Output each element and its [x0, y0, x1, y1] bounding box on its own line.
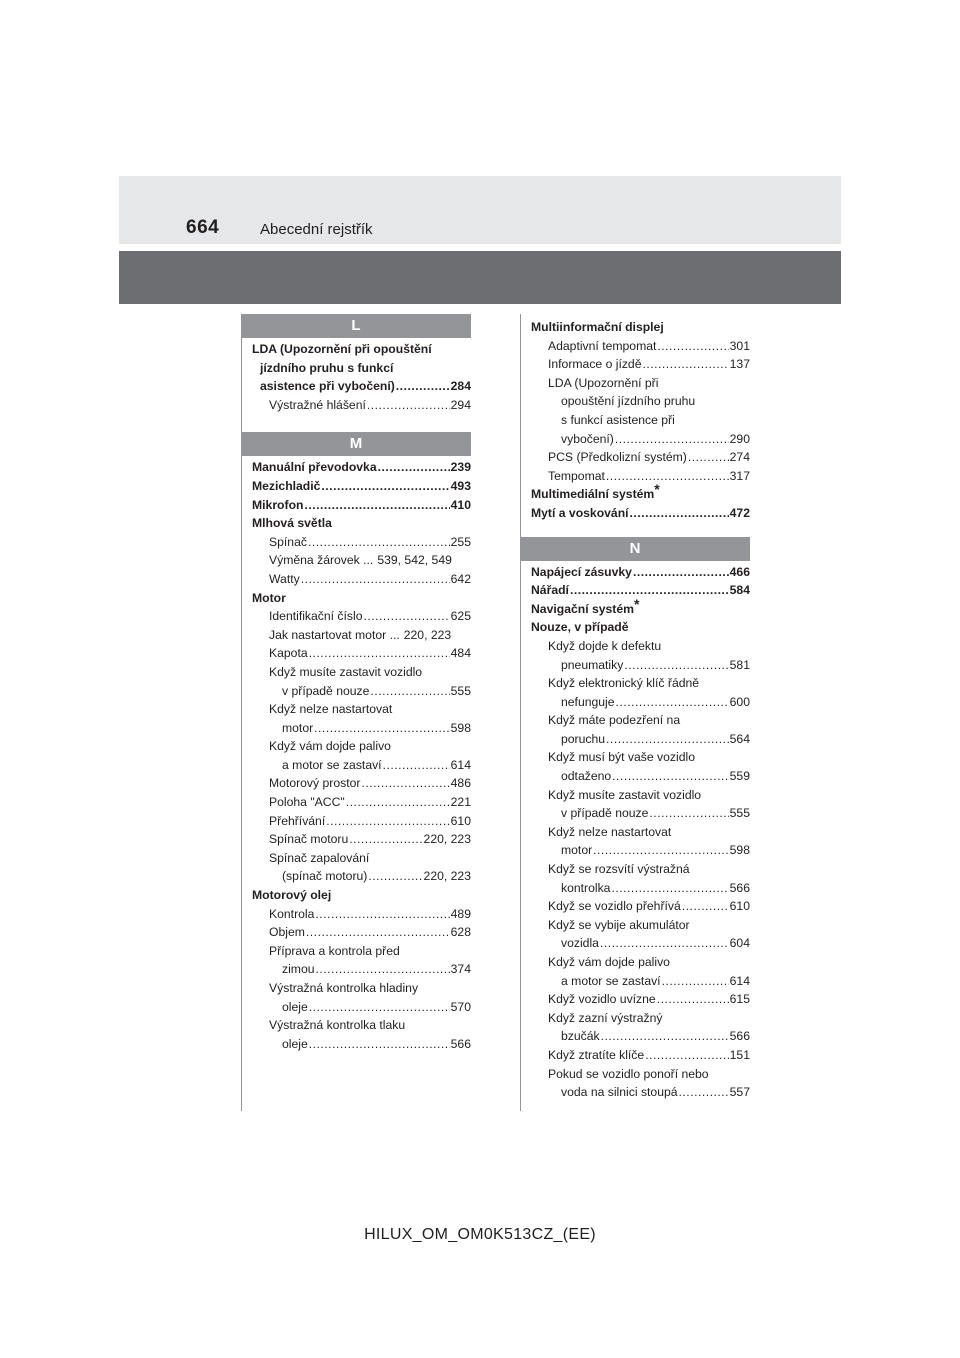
- page-ref: 600: [729, 694, 750, 709]
- page-ref: 294: [450, 397, 471, 412]
- page-ref: 220, 223: [423, 869, 471, 884]
- dot-leader: [309, 644, 450, 663]
- index-heading: [252, 663, 471, 682]
- dot-leader: [601, 1027, 729, 1046]
- index-entry: [531, 1027, 750, 1046]
- page-ref: 539, 542, 549: [377, 553, 452, 568]
- index-entry: [252, 377, 471, 396]
- index-entry: [531, 581, 750, 600]
- index-heading: [531, 711, 750, 730]
- page-ref: 566: [729, 1029, 750, 1044]
- index-term: Mytí a voskování: [531, 505, 629, 520]
- index-term: Výstražné hlášení: [269, 397, 366, 412]
- index-term: Když nelze nastartovat: [269, 702, 393, 717]
- index-heading: [531, 748, 750, 767]
- index-term: motor: [282, 720, 314, 735]
- page-ref: 317: [729, 468, 750, 483]
- index-heading: [252, 942, 471, 961]
- page-ref: 137: [729, 357, 750, 372]
- index-term: Když dojde k defektu: [548, 638, 662, 653]
- page-ref: 274: [729, 450, 750, 465]
- index-term: Když nelze nastartovat: [548, 824, 672, 839]
- dot-leader: [346, 793, 450, 812]
- index-term: Když zazní výstražný: [548, 1010, 663, 1025]
- dot-leader: [688, 448, 729, 467]
- index-term: LDA (Upozornění při: [548, 375, 659, 390]
- index-heading: [531, 860, 750, 879]
- index-term: Identifikační číslo: [269, 609, 363, 624]
- index-term: Kontrola: [269, 906, 315, 921]
- dot-leader: [612, 767, 729, 786]
- letter-heading: M: [241, 432, 471, 456]
- dot-leader: [368, 867, 422, 886]
- index-entry: [252, 793, 471, 812]
- index-entry: [531, 730, 750, 749]
- dot-leader: [645, 1046, 728, 1065]
- index-entry: [531, 504, 750, 523]
- dot-leader: [657, 337, 728, 356]
- index-entry: [531, 767, 750, 786]
- index-entry: [531, 693, 750, 712]
- index-term: Mlhová světla: [252, 516, 332, 531]
- section-title: Abecední rejstřík: [260, 221, 373, 238]
- page-ref: 239: [450, 460, 471, 475]
- page-ref: 484: [450, 646, 471, 661]
- dot-leader: [616, 693, 729, 712]
- page-ref: 559: [729, 769, 750, 784]
- index-entry: [252, 477, 471, 496]
- index-term: Výměna žárovek ...: [269, 553, 374, 568]
- index-entry: [252, 626, 471, 645]
- index-term: Přehřívání: [269, 813, 326, 828]
- index-heading: [252, 849, 471, 868]
- page-ref: 486: [450, 776, 471, 791]
- dot-leader: [321, 477, 449, 496]
- index-term: Multimediální systém: [531, 487, 655, 502]
- index-heading: [531, 318, 750, 337]
- index-entry: [252, 533, 471, 552]
- dot-leader: [309, 998, 450, 1017]
- dot-leader: [600, 934, 729, 953]
- index-term: a motor se zastaví: [282, 757, 382, 772]
- index-entry: [531, 804, 750, 823]
- dot-leader: [662, 972, 729, 991]
- index-entry: [531, 934, 750, 953]
- index-term: Pokud se vozidlo ponoří nebo: [548, 1066, 709, 1081]
- index-term: a motor se zastaví: [561, 973, 661, 988]
- index-term: Mikrofon: [252, 497, 304, 512]
- left-column: [241, 314, 471, 1062]
- page-ref: 220, 223: [403, 627, 452, 642]
- page-ref: 221: [450, 795, 471, 810]
- index-heading: [252, 737, 471, 756]
- document-code: HILUX_OM_OM0K513CZ_(EE): [364, 1226, 596, 1243]
- page-ref: 610: [450, 813, 471, 828]
- index-term: jízdního pruhu s funkcí: [260, 360, 394, 375]
- dot-leader: [363, 607, 449, 626]
- index-entry: [252, 756, 471, 775]
- dot-leader: [316, 960, 450, 979]
- dot-leader: [682, 897, 729, 916]
- page-ref: 614: [450, 757, 471, 772]
- index-entry: [252, 923, 471, 942]
- page-ref: 598: [729, 843, 750, 858]
- index-entry: [252, 998, 471, 1017]
- index-heading: [252, 979, 471, 998]
- index-entry: [531, 337, 750, 356]
- dot-leader: [657, 990, 729, 1009]
- page-ref: 610: [729, 899, 750, 914]
- index-term: v případě nouze: [282, 683, 370, 698]
- index-term: Když vám dojde palivo: [269, 739, 391, 754]
- index-term: Když ztratíte klíče: [548, 1047, 645, 1062]
- index-entry: [531, 1083, 750, 1102]
- index-term: voda na silnici stoupá: [561, 1085, 678, 1100]
- index-term: Motorový olej: [252, 888, 332, 903]
- index-entry: [531, 879, 750, 898]
- index-entry: [252, 1035, 471, 1054]
- index-heading: [531, 618, 750, 637]
- index-heading: [531, 481, 750, 504]
- dot-leader: [308, 533, 450, 552]
- index-term: oleje: [282, 999, 308, 1014]
- index-entry: [531, 990, 750, 1009]
- index-entry: [252, 551, 471, 570]
- page-ref: 255: [450, 534, 471, 549]
- index-heading: [252, 589, 471, 608]
- index-heading: [252, 886, 471, 905]
- index-term: (spínač motoru): [282, 869, 368, 884]
- index-heading: [531, 1009, 750, 1028]
- dot-leader: [649, 804, 728, 823]
- page-ref: 290: [729, 431, 750, 446]
- page-number: 664: [186, 217, 220, 238]
- page-ref: 598: [450, 720, 471, 735]
- index-term: Když máte podezření na: [548, 713, 681, 728]
- index-term: Navigační systém: [531, 601, 634, 616]
- page-ref: 557: [729, 1085, 750, 1100]
- index-term: oleje: [282, 1036, 308, 1051]
- footnote-star: *: [633, 595, 640, 612]
- dot-leader: [630, 504, 729, 523]
- dot-leader: [370, 682, 449, 701]
- index-entry: [252, 905, 471, 924]
- index-entries: [520, 318, 750, 523]
- page-ref: 564: [729, 731, 750, 746]
- index-term: zimou: [282, 962, 315, 977]
- index-entries: [241, 458, 471, 1053]
- index-term: Výstražná kontrolka tlaku: [269, 1018, 406, 1033]
- index-term: Když vám dojde palivo: [548, 955, 670, 969]
- dot-leader: [301, 570, 450, 589]
- dot-leader: [315, 905, 449, 924]
- index-term: Spínač: [269, 534, 307, 549]
- index-heading: [252, 514, 471, 533]
- index-term: Když musíte zastavit vozidlo: [269, 664, 423, 679]
- index-term: vozidla: [561, 936, 599, 951]
- footnote-star: *: [654, 481, 660, 498]
- dot-leader: [349, 830, 422, 849]
- index-term: Mezichladič: [252, 478, 321, 493]
- index-heading: [531, 411, 750, 430]
- index-heading: [531, 953, 750, 972]
- index-entry: [531, 841, 750, 860]
- dot-leader: [606, 467, 729, 486]
- header-dark-band: [119, 251, 841, 304]
- index-term: Motor: [252, 590, 286, 605]
- page-ref: 472: [729, 505, 750, 520]
- index-heading: [531, 595, 750, 619]
- index-entry: [252, 960, 471, 979]
- index-term: Informace o jízdě: [548, 357, 642, 372]
- dot-leader: [361, 774, 449, 793]
- page-ref: 625: [450, 609, 471, 624]
- index-term: Když musí být vaše vozidlo: [548, 750, 695, 765]
- index-heading: [252, 340, 471, 359]
- page-ref: 374: [450, 962, 471, 977]
- page-ref: 151: [729, 1047, 750, 1062]
- dot-leader: [679, 1083, 729, 1102]
- header-band: [119, 176, 841, 244]
- index-entry: [531, 972, 750, 991]
- page-ref: 493: [450, 478, 471, 493]
- index-heading: [531, 823, 750, 842]
- index-term: v případě nouze: [561, 806, 649, 821]
- index-term: Poloha "ACC": [269, 795, 345, 810]
- page-ref: 614: [729, 973, 750, 988]
- dot-leader: [570, 581, 729, 600]
- dot-leader: [624, 656, 728, 675]
- index-term: Jak nastartovat motor ...: [269, 627, 400, 642]
- index-term: nefunguje: [561, 694, 615, 709]
- index-heading: [531, 1065, 750, 1084]
- index-term: vybočení): [561, 431, 614, 446]
- index-term: pneumatiky: [561, 657, 624, 672]
- index-entry: [252, 396, 471, 415]
- dot-leader: [326, 812, 449, 831]
- index-entry: [531, 467, 750, 486]
- index-term: Když musíte zastavit vozidlo: [548, 787, 702, 802]
- index-entry: [252, 607, 471, 626]
- index-term: motor: [561, 843, 593, 858]
- dot-leader: [396, 377, 450, 396]
- dot-leader: [593, 841, 729, 860]
- letter-heading: L: [241, 314, 471, 338]
- index-term: LDA (Upozornění při opouštění: [252, 342, 432, 356]
- index-heading: [531, 392, 750, 411]
- index-term: Tempomat: [548, 468, 605, 483]
- index-heading: [531, 374, 750, 393]
- index-term: opouštění jízdního pruhu: [561, 394, 696, 409]
- index-entries: [520, 563, 750, 1102]
- letter-heading: N: [520, 537, 750, 561]
- index-entry: [252, 644, 471, 663]
- index-term: Příprava a kontrola před: [269, 943, 400, 958]
- index-term: Adaptivní tempomat: [548, 338, 657, 353]
- dot-leader: [309, 1035, 450, 1054]
- index-term: Manuální převodovka: [252, 460, 377, 475]
- page-ref: 220, 223: [423, 832, 471, 847]
- dot-leader: [304, 496, 449, 515]
- index-term: s funkcí asistence při: [561, 412, 675, 427]
- dot-leader: [378, 458, 450, 477]
- index-term: Když elektronický klíč řádně: [548, 676, 700, 691]
- index-heading: [531, 637, 750, 656]
- index-heading: [252, 359, 471, 378]
- page-ref: 566: [450, 1036, 471, 1051]
- page-ref: 555: [729, 806, 750, 821]
- page-ref: 566: [729, 880, 750, 895]
- index-entry: [252, 867, 471, 886]
- index-term: Když vozidlo uvízne: [548, 992, 656, 1007]
- dot-leader: [383, 756, 450, 775]
- index-heading: [531, 916, 750, 935]
- page-ref: 604: [729, 936, 750, 951]
- index-term: Motorový prostor: [269, 776, 361, 791]
- index-entry: [252, 812, 471, 831]
- index-term: poruchu: [561, 731, 606, 746]
- page-ref: 584: [729, 583, 750, 598]
- page-ref: 628: [450, 925, 471, 940]
- index-term: Nářadí: [531, 583, 569, 598]
- page-ref: 581: [729, 657, 750, 672]
- dot-leader: [633, 563, 729, 582]
- dot-leader: [642, 355, 728, 374]
- index-entry: [531, 563, 750, 582]
- index-entry: [252, 719, 471, 738]
- index-heading: [252, 1016, 471, 1035]
- index-term: odtaženo: [561, 769, 612, 784]
- index-entry: [531, 897, 750, 916]
- index-term: bzučák: [561, 1029, 600, 1044]
- index-entries: [241, 340, 471, 414]
- index-term: Multiinformační displej: [531, 320, 664, 334]
- index-term: Nouze, v případě: [531, 620, 629, 635]
- index-entry: [531, 448, 750, 467]
- index-term: Výstražná kontrolka hladiny: [269, 981, 419, 995]
- index-term: Když se rozsvítí výstražná: [548, 862, 690, 877]
- index-term: Watty: [269, 571, 300, 586]
- dot-leader: [314, 719, 450, 738]
- index-entry: [531, 430, 750, 449]
- index-entry: [252, 496, 471, 515]
- index-entry: [531, 355, 750, 374]
- index-entry: [252, 830, 471, 849]
- index-entry: [252, 682, 471, 701]
- page-ref: 410: [450, 497, 471, 512]
- index-entry: [252, 570, 471, 589]
- page-ref: 489: [450, 906, 471, 921]
- index-term: Když se vozidlo přehřívá: [548, 899, 681, 914]
- page-ref: 615: [729, 992, 750, 1007]
- dot-leader: [611, 879, 728, 898]
- index-term: Objem: [269, 925, 305, 940]
- index-entry: [531, 1046, 750, 1065]
- index-term: kontrolka: [561, 880, 611, 895]
- index-term: Kapota: [269, 646, 308, 661]
- page-ref: 301: [729, 338, 750, 353]
- index-heading: [531, 674, 750, 693]
- page-ref: 466: [729, 564, 750, 579]
- index-heading: [252, 700, 471, 719]
- index-term: Když se vybije akumulátor: [548, 917, 690, 932]
- dot-leader: [367, 396, 450, 415]
- dot-leader: [606, 730, 729, 749]
- page-ref: 642: [450, 571, 471, 586]
- index-entry: [531, 656, 750, 675]
- dot-leader: [615, 430, 729, 449]
- index-term: Napájecí zásuvky: [531, 564, 632, 579]
- index-term: asistence při vybočení): [260, 379, 395, 394]
- page-ref: 555: [450, 683, 471, 698]
- index-term: Spínač zapalování: [269, 850, 370, 865]
- index-term: PCS (Předkolizní systém): [548, 450, 687, 465]
- index-term: Spínač motoru: [269, 832, 349, 847]
- page-ref: 570: [450, 999, 471, 1014]
- index-entry: [252, 774, 471, 793]
- page-ref: 284: [450, 379, 471, 394]
- index-heading: [531, 786, 750, 805]
- right-column: [520, 314, 750, 1111]
- dot-leader: [306, 923, 450, 942]
- index-entry: [252, 458, 471, 477]
